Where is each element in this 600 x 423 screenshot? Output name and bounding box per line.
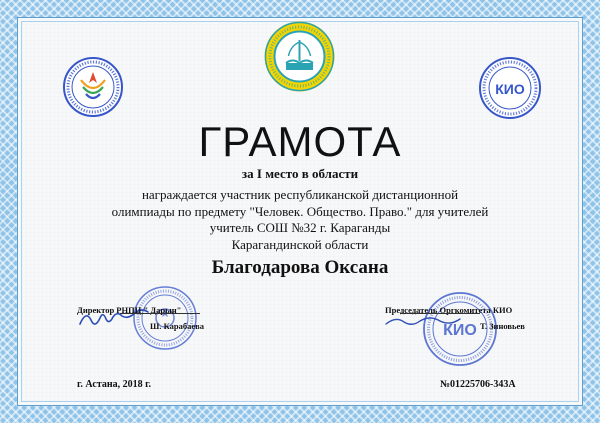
right-signature xyxy=(382,312,472,332)
svg-text:КИО: КИО xyxy=(443,322,477,339)
left-logo-seal xyxy=(62,56,124,118)
award-line: Карагандинской области xyxy=(231,236,369,252)
right-signer-title: Председатель Оргкомитета КИО xyxy=(385,305,513,315)
left-signer-title: Директор РНПЦ " Дарын" xyxy=(77,305,182,315)
right-signer-name: Т. Зиновьев xyxy=(480,321,525,331)
left-signature-line xyxy=(120,313,200,314)
award-line: олимпиады по предмету "Человек. Общество. Право." для учителей xyxy=(111,203,489,219)
left-signer-name: Ш. Карабаева xyxy=(150,321,204,331)
svg-text:КИО: КИО xyxy=(495,81,525,97)
certificate-title: ГРАМОТА xyxy=(198,118,402,165)
award-line: учитель СОШ №32 г. Караганды xyxy=(209,220,391,235)
certificate-subtitle: за I место в области xyxy=(241,166,359,181)
award-line: награждается участник республиканской дистанционной xyxy=(141,187,459,202)
award-description xyxy=(0,187,600,253)
recipient-name: Благодарова Оксана xyxy=(211,257,389,278)
certificate-number: №01225706-343А xyxy=(440,379,516,390)
center-emblem xyxy=(263,20,336,93)
place-year: г. Астана, 2018 г. xyxy=(77,379,152,390)
right-signature-line xyxy=(400,313,480,314)
right-logo-seal xyxy=(478,56,542,120)
